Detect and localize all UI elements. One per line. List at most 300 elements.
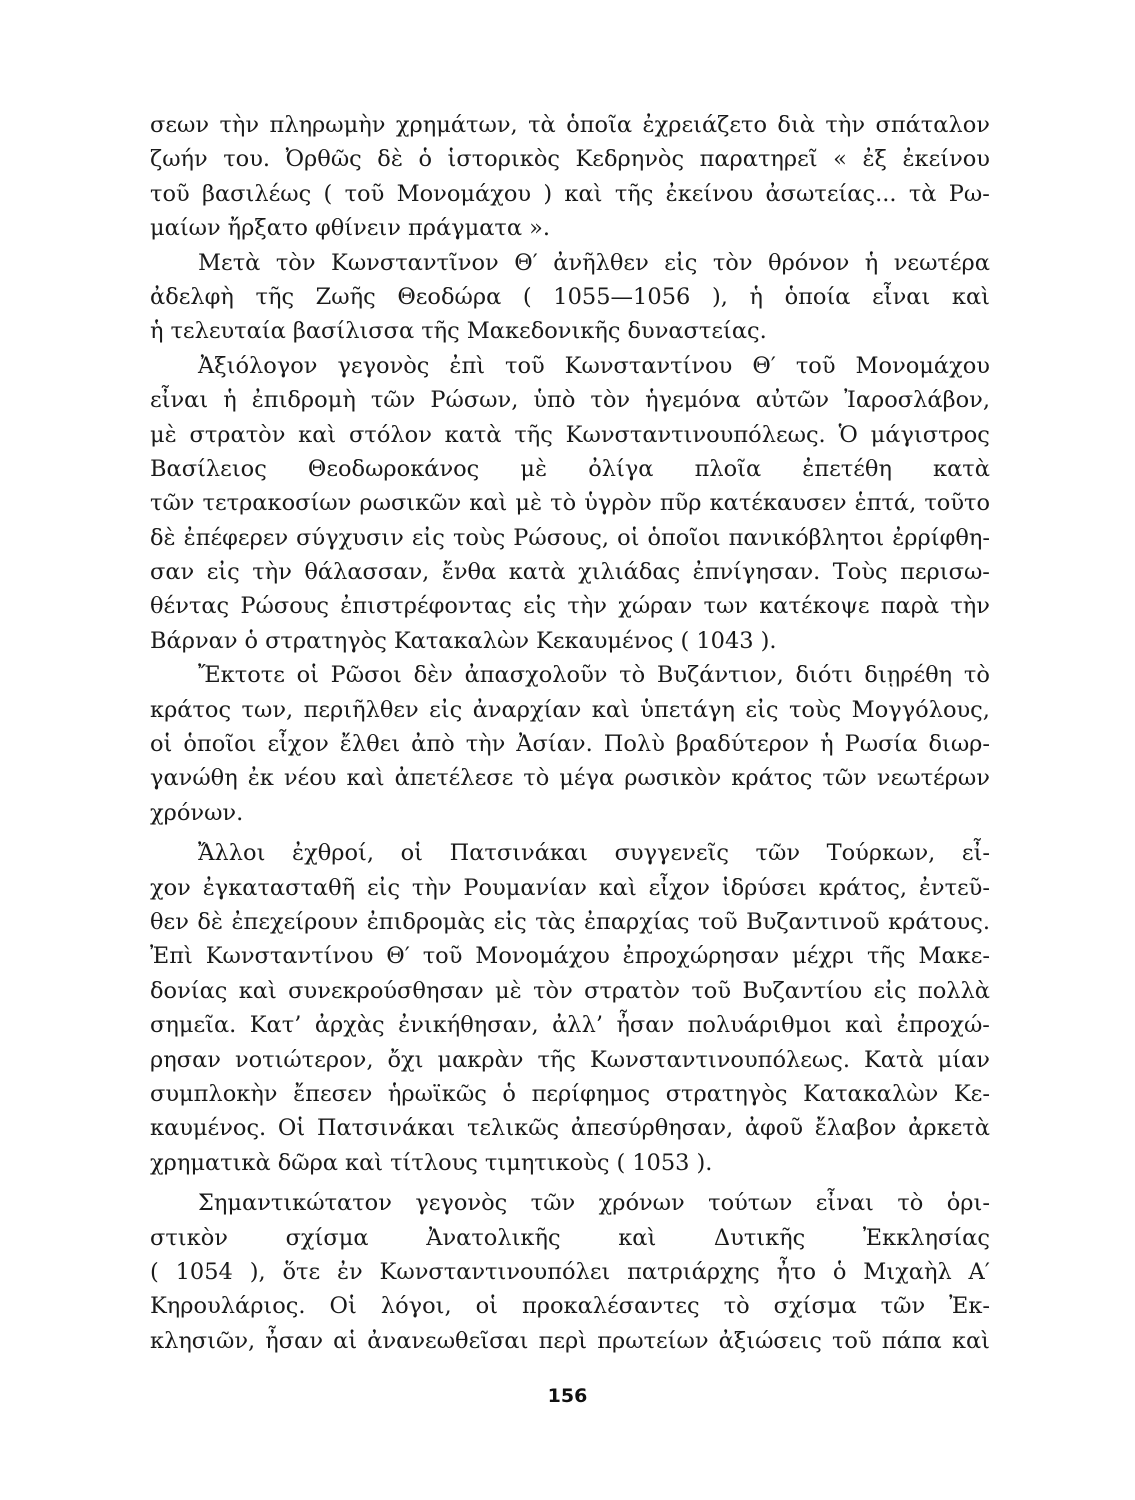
text-line xyxy=(150,555,990,589)
word: εἰς xyxy=(493,908,527,935)
word: μέγα xyxy=(559,765,615,792)
word: Κηρουλάριος. xyxy=(150,1293,306,1320)
word: ἀνανεωθεῖσαι xyxy=(367,1327,529,1354)
text-line xyxy=(150,1146,990,1180)
word: ( xyxy=(323,180,333,207)
word: ἐντεῦ- xyxy=(918,874,990,901)
word: Ἀνατολικῆς xyxy=(426,1224,561,1251)
word: « xyxy=(833,146,847,173)
word: ἔπεσεν xyxy=(293,1080,373,1107)
text-line xyxy=(150,1043,990,1077)
word: Τούρκων, xyxy=(826,840,936,867)
word: τετρακοσίων xyxy=(202,490,352,517)
page-number: 156 xyxy=(547,1385,588,1407)
word: παρατηρεῖ xyxy=(699,146,818,173)
word: ἐνικήθησαν, xyxy=(398,1012,539,1039)
word: διότι xyxy=(795,662,853,689)
word: ἀπετέλεσε xyxy=(394,765,514,792)
word: καὶ xyxy=(346,765,385,792)
word: κατὰ xyxy=(933,455,990,482)
word: καὶ xyxy=(298,421,337,448)
word: καὶ xyxy=(951,283,990,310)
word: τὸ xyxy=(723,1293,750,1320)
word: ὄχι xyxy=(387,1046,424,1073)
word: περὶ xyxy=(538,1327,588,1354)
text-line xyxy=(150,1111,990,1145)
word: καὶ xyxy=(564,180,603,207)
word: ἀνῆλθεν xyxy=(553,249,649,276)
word: πρωτείων xyxy=(597,1327,709,1354)
word: ὑπὸ xyxy=(533,387,576,414)
word: ὁ xyxy=(502,1080,516,1107)
word: ). xyxy=(760,627,777,654)
text-line xyxy=(150,486,990,520)
text-line xyxy=(150,727,990,761)
word: νέου xyxy=(283,765,337,792)
word: χρηματικὰ xyxy=(150,1149,271,1176)
word: λόγοι, xyxy=(380,1293,452,1320)
word: πληρωμὴν xyxy=(269,112,386,138)
word: περισω- xyxy=(900,559,990,586)
word: ἐπέφερεν xyxy=(183,524,289,551)
word: ἐκ xyxy=(247,765,274,792)
word: οἱ xyxy=(617,524,640,551)
word: Τοὺς xyxy=(832,559,888,586)
word: οἱ xyxy=(475,1293,498,1320)
word: συνεκρούσθησαν xyxy=(288,977,484,1004)
word: Κεκαυμένος xyxy=(536,627,674,654)
word: 1055—1056 xyxy=(553,283,691,310)
word: τὴν xyxy=(567,593,607,620)
word: πατριάρχης xyxy=(627,1258,760,1285)
word: σχίσμα xyxy=(285,1224,369,1251)
word: Θ′ xyxy=(386,943,410,970)
word: ὁ xyxy=(244,627,259,654)
word: στόλον xyxy=(349,421,432,448)
word: Κατὰ xyxy=(864,1046,924,1073)
word: ἐπιστρέφοντας xyxy=(340,593,512,620)
word: Κωνσταντίνου xyxy=(205,943,374,970)
word: τὸ xyxy=(523,765,550,792)
word: τὴν xyxy=(465,731,506,758)
word: Βασίλειος xyxy=(150,455,267,482)
word: Ὁ xyxy=(838,421,858,448)
word: ἐχρειάζετο xyxy=(642,112,767,138)
word: δὲν xyxy=(413,662,453,689)
word: ὁποῖοι xyxy=(647,524,721,551)
word: ζωήν xyxy=(150,146,208,173)
word: Ρωσία xyxy=(844,731,918,758)
text-line xyxy=(150,589,990,623)
word: κατέκοψε xyxy=(759,593,870,620)
word: 1053 xyxy=(632,1149,690,1176)
word: Ζωῆς xyxy=(315,283,376,310)
word: ἐπαρχίας xyxy=(583,908,690,935)
word: θάλασσαν, xyxy=(304,559,430,586)
word: του. xyxy=(223,146,271,173)
word: βραδύτερον xyxy=(675,731,810,758)
word: οἱ xyxy=(400,840,423,867)
text-line xyxy=(150,1077,990,1111)
word: καὶ xyxy=(591,696,630,723)
word: ( xyxy=(616,1149,626,1176)
word: 1054 xyxy=(175,1258,233,1285)
word: ὅτε xyxy=(282,1258,321,1285)
word: προκαλέσαντες xyxy=(521,1293,700,1320)
word: εἶχον xyxy=(648,874,710,901)
word: κλησιῶν, xyxy=(150,1327,256,1354)
word: Ἰαροσλάβον, xyxy=(844,387,990,414)
word: πάπα xyxy=(881,1327,942,1354)
word: Βάρναν xyxy=(150,627,238,654)
word: τῶν xyxy=(880,1293,926,1320)
word: των xyxy=(703,593,748,620)
word: χώραν xyxy=(618,593,693,620)
word: μέχρι xyxy=(792,943,855,970)
word: μὲ xyxy=(495,977,522,1004)
word: εἰς xyxy=(366,874,401,901)
word: τοῦ xyxy=(505,352,545,379)
word: ἀπασχολοῦν xyxy=(464,662,608,689)
word: Ρω- xyxy=(948,180,990,207)
word: τὸν xyxy=(533,977,573,1004)
word: ἡ xyxy=(223,387,237,414)
word: Βυζαντινοῦ xyxy=(746,908,880,935)
word: Θ′ xyxy=(752,352,776,379)
word: Βυζαντίου xyxy=(742,977,863,1004)
word: σύγχυσιν xyxy=(296,524,404,551)
word: τὰ xyxy=(528,112,556,138)
word: ( xyxy=(150,1258,159,1285)
word: Πατσινάκαι xyxy=(316,1115,456,1142)
word: τοῦ xyxy=(831,1327,872,1354)
word: ὁποῖα xyxy=(566,112,633,138)
word: Κωνσταντινουπόλεως. xyxy=(565,421,826,448)
word: ἀναρχίαν xyxy=(472,696,582,723)
word: Δυτικῆς xyxy=(713,1224,806,1251)
word: ἐξ xyxy=(862,146,887,173)
word: τὸ xyxy=(550,490,577,517)
text-line xyxy=(150,418,990,452)
word: κράτος xyxy=(150,696,232,723)
text-line xyxy=(150,658,990,692)
word: τῆς xyxy=(255,283,295,310)
word: τῶν xyxy=(755,840,801,867)
word: Μονομάχου xyxy=(475,943,610,970)
word: Ἐπὶ xyxy=(150,943,193,970)
word: τίτλους xyxy=(390,1149,478,1176)
text-line xyxy=(150,521,990,555)
word: Μονομάχου xyxy=(855,352,990,379)
word: ἐν xyxy=(336,1258,363,1285)
word: Οἱ xyxy=(329,1293,357,1320)
word: τὸ xyxy=(963,662,990,689)
word: ), xyxy=(249,1258,266,1285)
word: τῆς xyxy=(866,943,906,970)
word: πολλὰ xyxy=(917,977,990,1004)
word: ἐπροχώ- xyxy=(896,1012,990,1039)
word: ὁρι- xyxy=(946,1190,990,1217)
word: ἐκείνου xyxy=(902,146,990,173)
word: σημεῖα. xyxy=(150,1012,237,1039)
word: διῃρέθη xyxy=(864,662,953,689)
word: ρησαν xyxy=(150,1046,221,1073)
word: γεγονὸς xyxy=(415,1190,508,1217)
word: Ἔκτοτε xyxy=(198,662,285,689)
word: ἔλαβον xyxy=(814,1115,897,1142)
word: ἀφοῦ xyxy=(744,1115,804,1142)
word: ἡ xyxy=(749,283,763,310)
word: παρὰ xyxy=(880,593,940,620)
word: ὁ xyxy=(418,146,432,173)
word: τοῦ xyxy=(344,180,385,207)
word: αὐτῶν xyxy=(755,387,830,414)
word: δονίας xyxy=(150,977,228,1004)
word: ἐπετέθη xyxy=(802,455,892,482)
word: μὲ xyxy=(520,455,548,482)
word: ἐπὶ xyxy=(449,352,486,379)
word: αἱ xyxy=(333,1327,358,1354)
word: Οἱ xyxy=(277,1115,306,1142)
word: καὶ xyxy=(598,874,637,901)
word: ἡ xyxy=(864,249,879,276)
word: Μακεδονικῆς xyxy=(466,318,621,345)
word: ἐγκατασταθῆ xyxy=(202,874,356,901)
word: Θ′ xyxy=(514,249,538,276)
word: Ρώσους, xyxy=(513,524,610,551)
word: ἐχθροί, xyxy=(292,840,375,867)
text-line xyxy=(150,211,990,245)
word: τῶν xyxy=(150,490,195,517)
word: μαίων xyxy=(150,215,221,242)
word: Μονομάχου xyxy=(396,180,532,207)
word: μὲ xyxy=(515,490,543,517)
word: τὰς xyxy=(535,908,576,935)
text-line xyxy=(150,871,990,905)
word: Κωνσταντῖνον xyxy=(331,249,499,276)
text-line xyxy=(150,142,990,176)
word: ἐκείνου xyxy=(665,180,754,207)
word: κατὰ xyxy=(444,421,502,448)
word: δῶρα xyxy=(277,1149,339,1176)
word: στρατὸν xyxy=(189,421,286,448)
word: των, xyxy=(241,696,294,723)
word: Ἀσίαν. xyxy=(516,731,593,758)
word: ἡγεμόνα xyxy=(645,387,741,414)
word: ». xyxy=(529,215,550,242)
word: ( xyxy=(522,283,532,310)
word: στικὸν xyxy=(150,1224,228,1251)
word: διὰ xyxy=(777,112,815,138)
word: ἀπεσύρθησαν, xyxy=(570,1115,734,1142)
word: σχίσμα xyxy=(773,1293,857,1320)
text-line xyxy=(150,1289,990,1323)
word: γανώθη xyxy=(150,765,238,792)
word: Κωνσταντινουπόλει xyxy=(379,1258,611,1285)
word: κράτος, xyxy=(818,874,907,901)
word: κατὰ xyxy=(508,559,566,586)
word: τῆς xyxy=(421,318,460,345)
word: χον xyxy=(150,874,191,901)
word: Ἐκκλησίας xyxy=(862,1224,990,1251)
word: στρατηγὸς xyxy=(665,1080,788,1107)
word: Ἄλλοι xyxy=(198,840,266,867)
word: τῆς xyxy=(514,421,553,448)
word: θρόνον xyxy=(768,249,850,276)
word: ἱδρύσει xyxy=(721,874,807,901)
text-line xyxy=(150,974,990,1008)
word: νοτιώτερον, xyxy=(234,1046,374,1073)
text-line xyxy=(150,939,990,973)
word: μὲ xyxy=(150,421,177,448)
word: νεωτέρων xyxy=(876,765,990,792)
word: ἐπνίγησαν. xyxy=(692,559,821,586)
text-line xyxy=(150,836,990,870)
word: ἀδελφὴ xyxy=(150,283,234,310)
word: τιμητικοὺς xyxy=(484,1149,610,1176)
word: εἶναι xyxy=(150,387,209,414)
word: σπάταλον xyxy=(875,112,990,138)
word: εἰς xyxy=(745,696,779,723)
word: κράτους. xyxy=(888,908,990,935)
word: ἀπὸ xyxy=(411,731,455,758)
text-line xyxy=(150,177,990,211)
word: τὸν xyxy=(712,249,753,276)
word: καὶ xyxy=(951,1327,990,1354)
word: θεν xyxy=(150,908,189,935)
word: Σημαντικώτατον xyxy=(198,1190,392,1217)
word: ἐπιδρομὴ xyxy=(251,387,356,414)
text-line xyxy=(150,1221,990,1255)
text-line xyxy=(150,1324,990,1358)
word: ρωσικὸν xyxy=(624,765,722,792)
text-line xyxy=(150,693,990,727)
word: εἰς xyxy=(411,524,445,551)
word: τὰ xyxy=(908,180,937,207)
word: 1043 xyxy=(696,627,754,654)
word: ὁποῖοι xyxy=(183,731,257,758)
word: ἦτο xyxy=(776,1258,817,1285)
word: τῶν xyxy=(822,765,867,792)
word: τὴν xyxy=(219,112,260,138)
word: εἰς xyxy=(873,977,907,1004)
word: περιῆλθεν xyxy=(303,696,419,723)
text-line xyxy=(150,1186,990,1220)
word: ὀλίγα xyxy=(588,455,654,482)
word: τὴν xyxy=(825,112,866,138)
word: ἔνθα xyxy=(441,559,497,586)
word: τοῦ xyxy=(691,977,732,1004)
word: καὶ xyxy=(238,977,277,1004)
word: Ρώσους xyxy=(240,593,330,620)
word: Θεοδωροκάνος xyxy=(307,455,480,482)
word: ἀρκετὰ xyxy=(908,1115,990,1142)
word: βασίλισσα xyxy=(292,318,415,345)
word: Α′ xyxy=(968,1258,990,1285)
word: θέντας xyxy=(150,593,230,620)
word: ἱστορικὸς xyxy=(447,146,560,173)
word: τῶν xyxy=(530,1190,576,1217)
word: πῦρ xyxy=(659,490,702,517)
word: εἰς xyxy=(523,593,557,620)
word: ρωσικῶν xyxy=(359,490,462,517)
word: κράτος xyxy=(731,765,813,792)
word: ), xyxy=(711,283,728,310)
word: εἰς xyxy=(429,696,463,723)
word: Κωνσταντινουπόλεως. xyxy=(589,1046,851,1073)
word: Κε- xyxy=(953,1080,990,1107)
text-line xyxy=(150,796,990,830)
word: Μακε- xyxy=(918,943,990,970)
word: χρημάτων, xyxy=(395,112,518,138)
word: καὶ xyxy=(345,1149,384,1176)
body-text xyxy=(150,108,990,1358)
word: συμπλοκὴν xyxy=(150,1080,278,1107)
word: τοῦτο xyxy=(924,490,990,517)
word: ἀλλ’ xyxy=(552,1012,603,1039)
word: φθίνειν xyxy=(314,215,401,242)
word: δὲ xyxy=(150,524,176,551)
word: ὑγρὸν xyxy=(584,490,652,517)
word: μίαν xyxy=(937,1046,990,1073)
word: Ἀξιόλογον xyxy=(198,352,318,379)
text-line xyxy=(150,349,990,383)
word: ἐρρίφθη- xyxy=(892,524,990,551)
word: τοὺς xyxy=(452,524,506,551)
word: μάγιστρος xyxy=(870,421,990,448)
word: εἶ- xyxy=(961,840,990,867)
word: καυμένος. xyxy=(150,1115,267,1142)
word: καὶ xyxy=(845,1012,884,1039)
word: ) xyxy=(543,180,553,207)
word: τοῦ xyxy=(422,943,463,970)
word: Κεδρηνὸς xyxy=(575,146,685,173)
word: συγγενεῖς xyxy=(614,840,729,867)
word: χιλιάδας xyxy=(578,559,681,586)
word: τῶν xyxy=(370,387,416,414)
word: τελευταία xyxy=(170,318,286,345)
word: ἤρξατο xyxy=(227,215,308,242)
word: τὴν xyxy=(252,559,292,586)
word: τοῦ xyxy=(697,908,738,935)
word: εἰς xyxy=(664,249,698,276)
text-line xyxy=(150,314,990,348)
word: χρόνων. xyxy=(150,799,244,826)
word: ὁ xyxy=(832,1258,847,1285)
word: ὁποία xyxy=(784,283,851,310)
word: περίφημος xyxy=(531,1080,651,1107)
word: πανικόβλητοι xyxy=(728,524,885,551)
word: Κωνσταντίνου xyxy=(564,352,733,379)
word: ( xyxy=(680,627,690,654)
word: ἑπτά, xyxy=(854,490,917,517)
word: Ὀρθῶς xyxy=(285,146,362,173)
word: Μογγόλους, xyxy=(851,696,990,723)
word: Ρουμανίαν xyxy=(463,874,587,901)
word: Ρώσων, xyxy=(430,387,519,414)
word: τὸ xyxy=(897,1190,924,1217)
text-line xyxy=(150,761,990,795)
text-line xyxy=(150,905,990,939)
word: τὴν xyxy=(950,593,990,620)
word: ἦσαν xyxy=(265,1327,324,1354)
word: στρατηγὸς xyxy=(265,627,387,654)
word: πράγματα xyxy=(407,215,523,242)
word: ἡ xyxy=(820,731,834,758)
word: τὸν xyxy=(275,249,316,276)
word: ἐπεχείρουν xyxy=(231,908,359,935)
word: εἶναι xyxy=(872,283,931,310)
